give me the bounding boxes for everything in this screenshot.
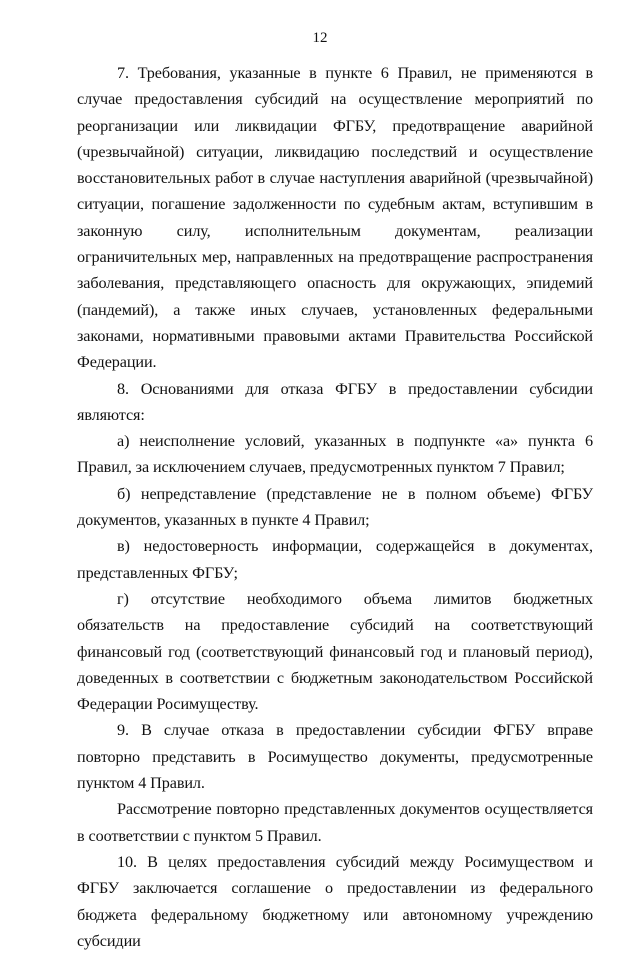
paragraph-8-refusal-grounds: 8. Основаниями для отказа ФГБУ в предоставлении субсидии являются:	[77, 379, 593, 424]
paragraph-10-agreement: 10. В целях предоставления субсидий между Росимуществом и ФГБУ заключается соглашение о предоставлении из федерального бюджета федеральному бюджетному или автономному учреждению субсидии	[77, 852, 593, 950]
subitem-v: в) недостоверность информации, содержащейся в документах, представленных ФГБУ;	[77, 537, 593, 582]
page-number: 12	[312, 30, 328, 46]
paragraph-9-review: Рассмотрение повторно представленных документов осуществляется в соответствии с пунктом 5 Правил.	[77, 800, 593, 845]
paragraph-7-exemptions: 7. Требования, указанные в пункте 6 Правил, не применяются в случае предоставления субсидий на осуществление мероприятий по реорганизации или ликвидации ФГБУ, предотвращение аварийной (чрезвычайной) ситуации, ликвидацию последствий и осуществление восстановительных работ в случае наступления аварийной (чрезвычайной) ситуации, погашение задолженности по судебным актам, вступившим в законную силу, исполнительным документам, реализации ограничительных мер, направленных на предотвращение распространения заболевания, представляющего опасность для окружающих, эпидемий (пандемий), а также иных случаев, установленных федеральными законами, нормативными правовыми актами Правительства Российской Федерации.	[77, 64, 593, 372]
subitem-a: а) неисполнение условий, указанных в подпункте «а» пункта 6 Правил, за исключением случаев, предусмотренных пунктом 7 Правил;	[77, 432, 593, 477]
document-body	[77, 60, 593, 954]
subitem-b: б) непредставление (представление не в полном объеме) ФГБУ документов, указанных в пункте 4 Правил;	[77, 484, 593, 530]
paragraph-9-resubmission: 9. В случае отказа в предоставлении субсидии ФГБУ вправе повторно представить в Росимущество документы, предусмотренные пунктом 4 Правил.	[77, 721, 593, 793]
subitem-g: г) отсутствие необходимого объема лимитов бюджетных обязательств на предоставление субсидий на соответствующий финансовый год (соответствующий финансовый год и плановый период), доведенных в соответствии с бюджетным законодательством Российской Федерации Росимуществу.	[77, 589, 593, 714]
